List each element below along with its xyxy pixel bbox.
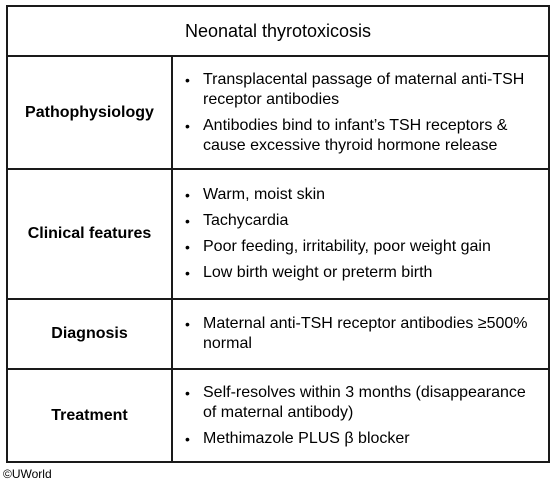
- list-item: [185, 429, 538, 449]
- table-title: Neonatal thyrotoxicosis: [8, 7, 548, 57]
- row-label: Pathophysiology: [8, 57, 173, 168]
- table-row-treatment: [8, 370, 548, 461]
- bullet-dot-icon: •: [185, 187, 190, 203]
- list-item: [185, 211, 538, 231]
- list-item-text: Warm, moist skin: [203, 186, 326, 203]
- copyright-credit: ©UWorld: [3, 467, 52, 481]
- row-content: [173, 57, 548, 168]
- list-item: [185, 314, 538, 354]
- bullet-dot-icon: •: [185, 71, 190, 88]
- list-item-text: Methimazole PLUS β blocker: [203, 429, 410, 447]
- row-content: [173, 300, 548, 368]
- table-row-diagnosis: [8, 300, 548, 370]
- row-label: Treatment: [8, 370, 173, 461]
- list-item-text: Self-resolves within 3 months (disappearance of maternal antibody): [203, 383, 526, 421]
- list-item: [185, 383, 538, 423]
- row-content: [173, 370, 548, 461]
- table-row-pathophysiology: [8, 57, 548, 170]
- row-label: Diagnosis: [8, 300, 173, 368]
- row-label: Clinical features: [8, 170, 173, 298]
- list-item-text: Poor feeding, irritability, poor weight gain: [203, 238, 491, 255]
- bullet-dot-icon: •: [185, 316, 190, 332]
- bullet-dot-icon: •: [185, 117, 190, 134]
- bullet-dot-icon: •: [185, 384, 190, 401]
- list-item: [185, 70, 538, 110]
- list-item: [185, 116, 538, 156]
- info-table: [6, 5, 550, 463]
- list-item: [185, 263, 538, 283]
- list-item-text: Transplacental passage of maternal anti-TSH receptor antibodies: [203, 70, 525, 108]
- row-content: [173, 170, 548, 298]
- list-item-text: Maternal anti-TSH receptor antibodies ≥500% normal: [203, 315, 528, 352]
- table-row-clinical-features: [8, 170, 548, 300]
- list-item-text: Tachycardia: [203, 212, 289, 229]
- list-item: [185, 185, 538, 205]
- bullet-dot-icon: •: [185, 265, 190, 281]
- list-item-text: Antibodies bind to infant’s TSH receptors & cause excessive thyroid hormone release: [203, 116, 508, 154]
- list-item: [185, 237, 538, 257]
- bullet-dot-icon: •: [185, 213, 190, 229]
- list-item-text: Low birth weight or preterm birth: [203, 264, 433, 281]
- bullet-dot-icon: •: [185, 430, 190, 447]
- bullet-dot-icon: •: [185, 239, 190, 255]
